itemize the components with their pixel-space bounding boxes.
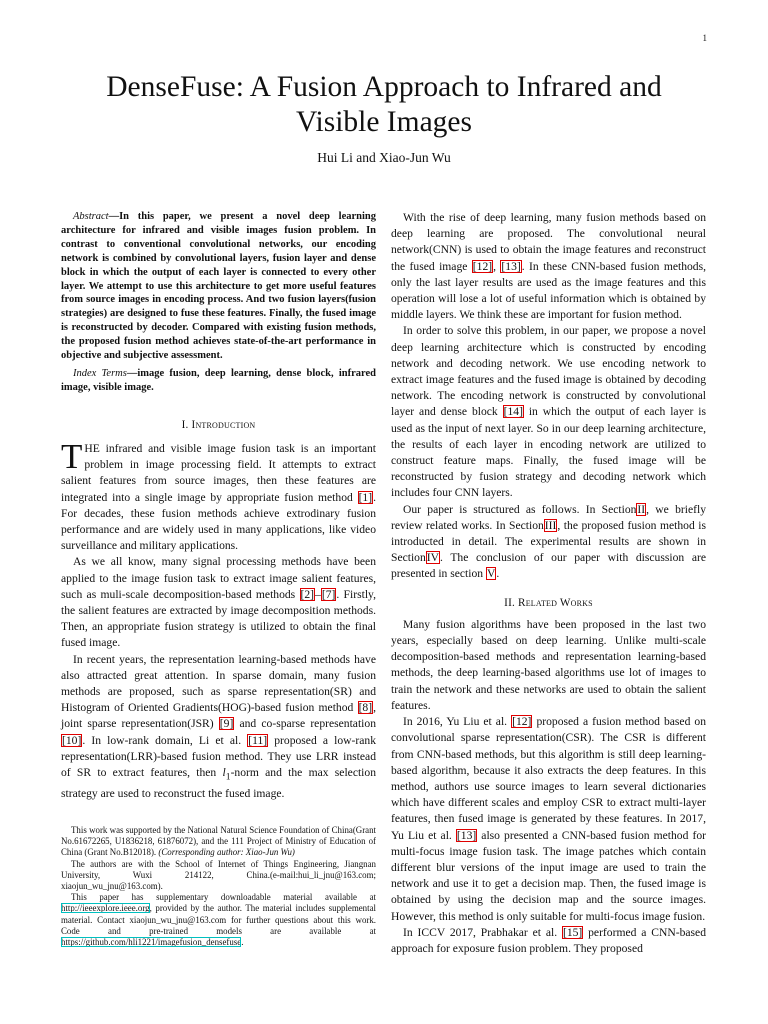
index-terms-text: —image fusion, deep learning, dense block, infrared image, visible image.	[61, 367, 376, 393]
section-link[interactable]: III	[544, 518, 557, 532]
citation-link[interactable]: [9]	[219, 717, 234, 731]
citation-link[interactable]: [11]	[248, 733, 268, 747]
section-link[interactable]: V	[486, 567, 496, 581]
math-l1: l	[222, 766, 226, 780]
author-list: Hui Li and Xiao-Jun Wu	[317, 150, 451, 165]
citation-link[interactable]: [13]	[501, 259, 521, 273]
section-numeral: II.	[504, 596, 516, 609]
paragraph-text: As we all know, many signal processing methods have been applied to the image fusion task to extract image salient features, such as muli-scale decomposition-based methods	[61, 555, 376, 601]
citation-link[interactable]: [8]	[358, 701, 373, 715]
right-paragraph-3	[391, 502, 706, 583]
section-heading-introduction	[61, 417, 376, 433]
paper-title	[0, 70, 768, 140]
section-numeral: I.	[181, 418, 189, 431]
footnote-funding	[61, 825, 376, 859]
index-terms-label: Index Terms	[73, 367, 127, 379]
citation-link[interactable]: [7]	[321, 587, 336, 601]
footnote-text: , provided by the author. The material includes supplemental material. Contact xiaojun_wu_jnu@163.com for further questions about this work. Code and pre-trained models are available at	[61, 903, 376, 936]
github-link[interactable]: https://github.com/hli1221/imagefusion_densefuse	[61, 937, 242, 948]
footnote-supplementary	[61, 892, 376, 948]
paragraph-text: . Firstly, the salient features are extracted by image decomposition methods. Then, an appropriate fusion strategy is utilized to obtain the final fused image.	[61, 587, 376, 650]
paragraph-text: . For decades, these fusion methods achieve extrodinary fusion performance and are widely used in many applications, like video surveillance and military applications.	[61, 490, 376, 553]
citation-link[interactable]: [15]	[562, 925, 583, 939]
abstract	[61, 210, 376, 363]
right-paragraph-1	[391, 210, 706, 323]
paragraph-text: . The conclusion of our paper with discussion are presented in section	[391, 551, 706, 581]
paragraph-text: , we briefly review related works. In Section	[391, 502, 706, 532]
paragraph-text: . In low-rank domain, Li et al.	[82, 733, 248, 747]
paragraph-text: , the proposed fusion method is introducted in detail. The experimental results are shown in Section	[391, 518, 706, 565]
paragraph-text: .	[496, 567, 500, 581]
paragraph-text: and co-sparse representation	[234, 717, 376, 731]
right-column	[391, 210, 706, 957]
section-title: Related Works	[518, 596, 593, 609]
paragraph-text: proposed a fusion method based on convolutional sparse representation(CSR). The CSR is different from CNN-based methods, but this algorithm is still deep learning-based algorithm, because it also extracts the deep features. In this method, authors use source images to learn several dictionaries which have different scales and employ CSR to extract multi-layer features, then fused image is generated by these features. In 2017, Yu Liu et al.	[391, 715, 706, 842]
paragraph-text: also presented a CNN-based fusion method for multi-focus image fusion task. The image patches which contain different blur versions of the input image are used to train the network and use it to get a decision map. Then, the fused image is obtained by using the decision map and the source images. However, this method is only suitable for multi-focus image fusion.	[391, 828, 706, 923]
citation-link[interactable]: [14]	[503, 405, 523, 419]
citation-link[interactable]: [13]	[456, 828, 477, 842]
right-paragraph-6	[391, 925, 706, 957]
footnotes	[61, 825, 376, 948]
abstract-text: —In this paper, we present a novel deep learning architecture for infrared and visible images fusion problem. In contrast to conventional convolutional networks, our encoding network is combined by convolutional layers, fusion layer and dense block in which the output of each layer is connected to every other layer. We attempt to use this architecture to get more useful features from source images in encoding process. And two fusion layers(fusion strategies) are designed to fuse these features. Finally, the fused image is reconstructed by decoder. Compared with existing fusion methods, the proposed fusion method achieves state-of-the-art performance in objective and subjective assessment.	[61, 211, 376, 362]
footnote-text: .	[241, 937, 244, 948]
section-link[interactable]: IV	[426, 551, 440, 565]
title-line-1: DenseFuse: A Fusion Approach to Infrared and	[106, 71, 662, 103]
math-subscript: 1	[225, 771, 231, 783]
paragraph-text: ,	[493, 259, 501, 273]
footnote-text: This paper has supplementary downloadable material available at	[71, 892, 376, 903]
footnote-text: This work was supported by the National Natural Science Foundation of China(Grant No.61672265, U1836218, 61876072), and the 111 Project of Ministry of Education of China (Grant No.B12018).	[61, 825, 376, 858]
paragraph-text: -norm and the max selection strategy are used to reconstruct the fused image.	[61, 766, 376, 800]
ieee-link[interactable]: http://ieeexplore.ieee.org	[61, 903, 150, 914]
paragraph-text: , joint sparse representation(JSR)	[61, 701, 376, 731]
right-paragraph-4: Many fusion algorithms have been proposed in the last two years, especially based on deep learning. Unlike multi-scale decomposition-based methods and representation learning-based methods, the deep learning-based algorithms use lot of images to train the network and these networks are used to obtain the salient features.	[391, 617, 706, 712]
footnote-affiliation: The authors are with the School of Internet of Things Engineering, Jiangnan University, Wuxi 214122, China.(e-mail:hui_li_jnu@163.com; xiaojun_wu_jnu@163.com).	[61, 858, 376, 892]
drop-cap: T	[61, 436, 83, 476]
intro-paragraph-2	[61, 554, 376, 651]
paragraph-text: In ICCV 2017, Prabhakar et al.	[403, 925, 562, 939]
right-paragraph-5	[391, 714, 706, 925]
citation-link[interactable]: [2]	[300, 587, 315, 601]
section-heading-related-works	[391, 595, 706, 611]
paragraph-text: . In these CNN-based fusion methods, only the last layer results are used as the image features and this operation will lose a lot of useful information which is obtained by middle layers. We think these are important for fusion method.	[391, 259, 707, 322]
paragraph-text: In 2016, Yu Liu et al.	[403, 715, 512, 729]
index-terms	[61, 367, 376, 395]
title-line-2: Visible Images	[295, 106, 472, 138]
left-column	[61, 210, 376, 802]
intro-paragraph-3	[61, 652, 376, 802]
paragraph-text: –	[315, 587, 321, 601]
paragraph-text: proposed a low-rank representation(LRR)-based fusion method. They use LRR instead of SR to extract features, then	[61, 733, 377, 780]
paragraph-text: With the rise of deep learning, many fusion methods based on deep learning are proposed. The convolutional neural network(CNN) is used to obtain the image features and reconstruct the fused image	[391, 211, 706, 273]
corresponding-author: (Corresponding author: Xiao-Jun Wu)	[158, 847, 295, 858]
paragraph-text: In order to solve this problem, in our paper, we propose a novel deep learning architecture which is constructed by encoding network and decoding network. We use encoding network to extract image features and the fused image is obtained by decoding network. The encoding network is constructed by convolutional layer and dense block	[391, 324, 706, 419]
intro-paragraph-1	[61, 436, 376, 554]
citation-link[interactable]: [12]	[472, 259, 493, 273]
section-title: Introduction	[191, 418, 256, 431]
right-paragraph-2	[391, 323, 706, 501]
citation-link[interactable]: [10]	[62, 733, 82, 747]
abstract-label: Abstract	[73, 211, 109, 222]
section-link[interactable]: II	[637, 502, 646, 516]
paragraph-text: HE infrared and visible image fusion task is an important problem in image processing field. It attempts to extract salient features from source images, then these features are integrated into a single image by appropriate fusion method	[61, 441, 376, 504]
citation-link[interactable]: [12]	[512, 715, 532, 729]
citation-link[interactable]: [1]	[358, 490, 373, 504]
paragraph-text: Our paper is structured as follows. In Section	[403, 502, 637, 516]
paragraph-text: In recent years, the representation learning-based methods have also attracted great attention. In sparse domain, many fusion methods are proposed, such as sparse representation(SR) and Histogram of Oriented Gradients(HOG)-based fusion method	[61, 652, 376, 715]
paragraph-text: in which the output of each layer is used as the input of next layer. So in our deep learning architecture, the results of each layer in encoding network are utilized to construct feature maps. Finally, the fused image will be reconstructed by fusion strategy and decoding network which includes four CNN layers.	[391, 405, 706, 500]
page-number: 1	[702, 33, 707, 43]
paragraph-text: performed a CNN-based approach for exposure fusion problem. They proposed	[391, 925, 706, 955]
